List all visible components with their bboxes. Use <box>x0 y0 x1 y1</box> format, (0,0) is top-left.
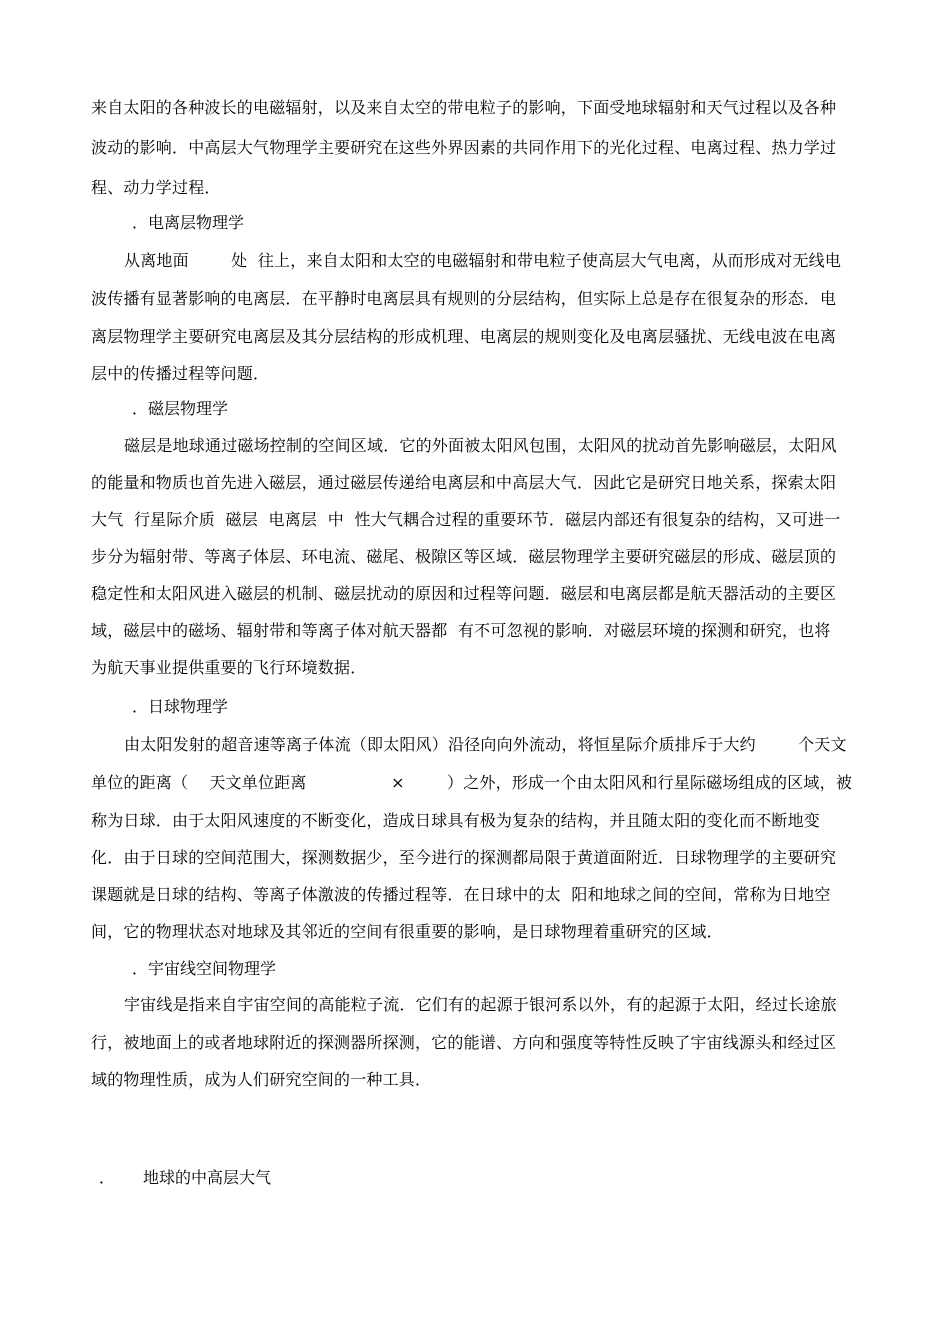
text-line: 磁层是地球通过磁场控制的空间区域．它的外面被太阳风包围，太阳风的扰动首先影响磁层，太阳风 <box>124 436 837 455</box>
text-line: 间，它的物理状态对地球及其邻近的空间有很重要的影响，是日球物理着重研究的区域． <box>91 922 723 941</box>
section-title: 地球的中高层大气 <box>143 1168 272 1187</box>
text-line: 域，磁层中的磁场、辐射带和等离子体对航天器都 有不可忽视的影响．对磁层环境的探测和研究，也将 <box>91 621 831 640</box>
magnetosphere-heading: ．磁层物理学 <box>132 399 229 418</box>
text-line: 单位的距离（ 天文单位距离 × ）之外，形成一个由太阳风和行星际磁场组成的区域，被 <box>91 773 853 792</box>
text-line: 宇宙线是指来自宇宙空间的高能粒子流．它们有的起源于银河系以外，有的起源于太阳，经过长途旅 <box>124 995 837 1014</box>
text-line: 为航天事业提供重要的飞行环境数据． <box>91 658 367 677</box>
text-line: 课题就是日球的结构、等离子体激波的传播过程等．在日球中的太 阳和地球之间的空间，常称为日地空 <box>91 885 831 904</box>
text-line: 行，被地面上的或者地球附近的探测器所探测，它的能谱、方向和强度等特性反映了宇宙线源头和经过区 <box>91 1033 837 1052</box>
text-line: 层中的传播过程等问题． <box>91 364 270 383</box>
text-line: 大气 行星际介质 磁层 电离层 中 性大气耦合过程的重要环节．磁层内部还有很复杂的结构，又可进一 <box>91 510 841 529</box>
text-line: 离层物理学主要研究电离层及其分层结构的形成机理、电离层的规则变化及电离层骚扰、无线电波在电离 <box>91 327 837 346</box>
text-line: 由太阳发射的超音速等离子体流（即太阳风）沿径向向外流动，将恒星际介质排斥于大约 个天文 <box>124 735 847 754</box>
text-line: 域的物理性质，成为人们研究空间的一种工具． <box>91 1070 432 1089</box>
text-line: 化．由于日球的空间范围大，探测数据少，至今进行的探测都局限于黄道面附近．日球物理学的主要研究 <box>91 848 837 867</box>
text-line: 程、动力学过程． <box>91 178 221 197</box>
section-number: ． <box>99 1168 116 1187</box>
ionosphere-heading: ．电离层物理学 <box>132 213 245 232</box>
text-line: 的能量和物质也首先进入磁层，通过磁层传递给电离层和中高层大气．因此它是研究日地关系，探索太阳 <box>91 473 837 492</box>
text-line: 称为日球．由于太阳风速度的不断变化，造成日球具有极为复杂的结构，并且随太阳的变化而不断地变 <box>91 811 821 830</box>
text-line: 波动的影响．中高层大气物理学主要研究在这些外界因素的共同作用下的光化过程、电离过程、热力学过 <box>91 138 837 157</box>
text-line: 从离地面 处 往上，来自太阳和太空的电磁辐射和带电粒子使高层大气电离，从而形成对无线电 <box>124 251 842 270</box>
text-line: 稳定性和太阳风进入磁层的机制、磁层扰动的原因和过程等问题．磁层和电离层都是航天器活动的主要区 <box>91 584 837 603</box>
cosmic-ray-heading: ．宇宙线空间物理学 <box>132 959 277 978</box>
text-line: 步分为辐射带、等离子体层、环电流、磁尾、极隙区等区域．磁层物理学主要研究磁层的形成、磁层顶的 <box>91 547 837 566</box>
text-line: 波传播有显著影响的电离层．在平静时电离层具有规则的分层结构，但实际上总是存在很复杂的形态．电 <box>91 289 837 308</box>
text-line: 来自太阳的各种波长的电磁辐射，以及来自太空的带电粒子的影响，下面受地球辐射和天气过程以及各种 <box>91 98 837 117</box>
heliosphere-heading: ．日球物理学 <box>132 697 229 716</box>
